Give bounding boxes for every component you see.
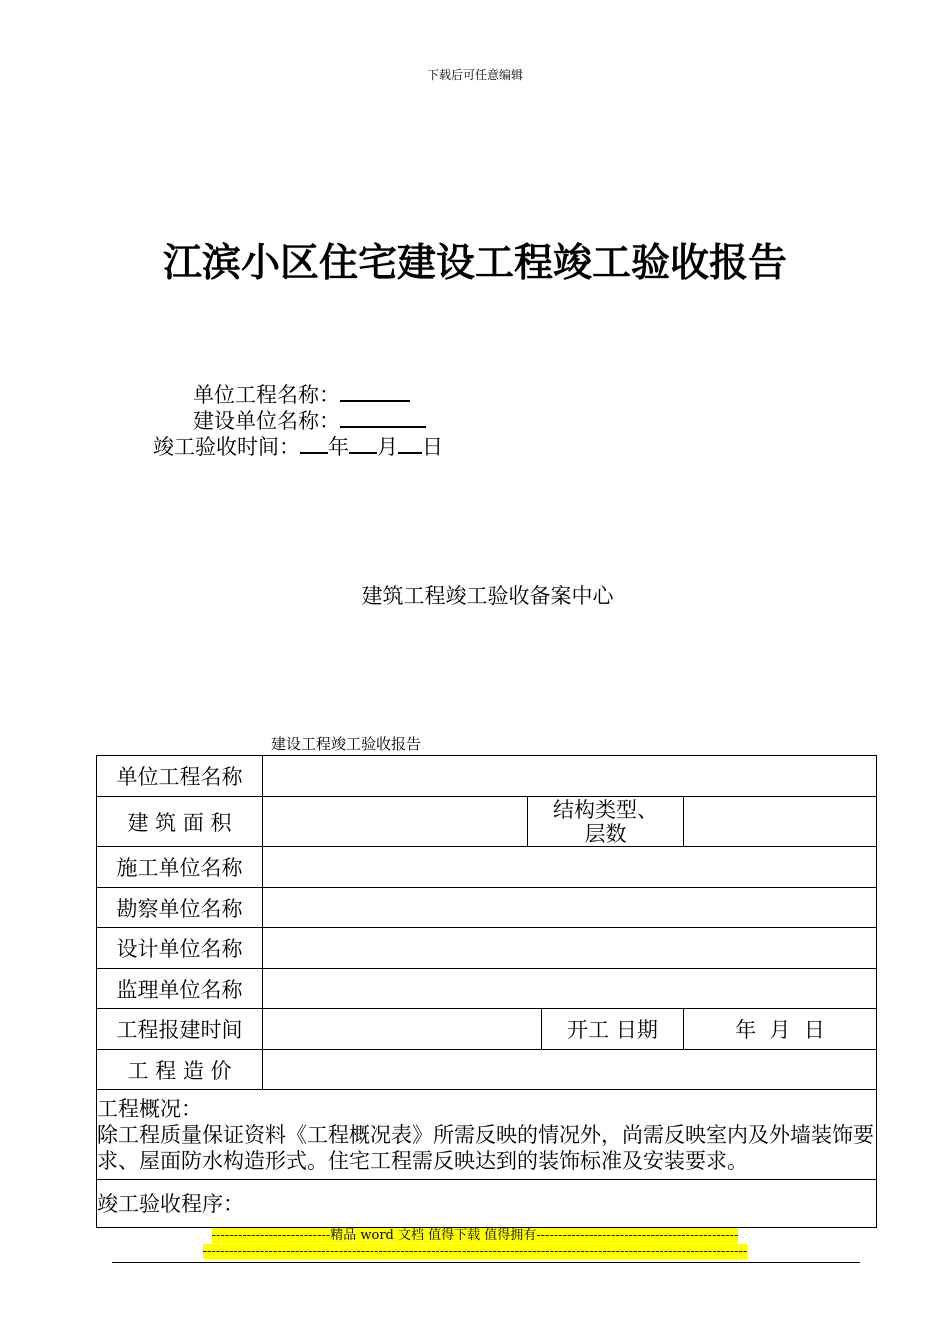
contractor-label: 施工单位名称 — [97, 847, 263, 888]
supervision-unit-value[interactable] — [263, 969, 877, 1009]
building-area-label: 建 筑 面 积 — [97, 797, 263, 847]
year-label: 年 — [328, 435, 349, 459]
report-table — [96, 755, 877, 1228]
procedure-cell — [97, 1180, 877, 1228]
cover-date-line — [153, 434, 443, 460]
project-cost-label: 工 程 造 价 — [97, 1050, 263, 1090]
design-unit-value[interactable] — [263, 928, 877, 969]
unit-project-name-value[interactable] — [263, 756, 877, 797]
cover-builder-line — [193, 408, 426, 434]
day-label: 日 — [422, 435, 443, 459]
table-row — [97, 756, 877, 797]
table-row — [97, 928, 877, 969]
unit-project-blank — [340, 382, 410, 402]
table-row — [97, 1090, 877, 1180]
overview-text: 除工程质量保证资料《工程概况表》所需反映的情况外，尚需反映室内及外墙装饰要求、屋面防水构造形式。住宅工程需反映达到的装饰标准及安装要求。 — [97, 1122, 874, 1173]
filing-center-name: 建筑工程竣工验收备案中心 — [361, 584, 614, 608]
survey-unit-value[interactable] — [263, 888, 877, 928]
structure-type-label: 结构类型、层数 — [528, 797, 684, 847]
procedure-title: 竣工验收程序： — [97, 1191, 244, 1216]
year-blank — [300, 434, 328, 454]
month-blank — [349, 434, 377, 454]
footer-banner — [0, 1228, 950, 1260]
building-area-value[interactable] — [263, 797, 528, 847]
overview-cell — [97, 1090, 877, 1180]
table-row — [97, 969, 877, 1009]
header-note: 下载后可任意编辑 — [426, 68, 523, 82]
month-label: 月 — [377, 435, 398, 459]
project-cost-value[interactable] — [263, 1050, 877, 1090]
report-time-value[interactable] — [263, 1009, 542, 1050]
table-row — [97, 1180, 877, 1228]
builder-label: 建设单位名称： — [193, 409, 340, 433]
day-blank — [398, 434, 422, 454]
table-row — [97, 797, 877, 847]
start-date-label: 开工 日期 — [542, 1009, 684, 1050]
footer-line-1: ---------------------------精品 word 文档 值得下载 值得拥有---------------------------------------------- — [211, 1228, 739, 1243]
start-date-value[interactable]: 年 月 日 — [684, 1009, 877, 1050]
builder-blank — [340, 408, 426, 428]
survey-unit-label: 勘察单位名称 — [97, 888, 263, 928]
supervision-unit-label: 监理单位名称 — [97, 969, 263, 1009]
report-time-label: 工程报建时间 — [97, 1009, 263, 1050]
design-unit-label: 设计单位名称 — [97, 928, 263, 969]
table-row — [97, 847, 877, 888]
contractor-value[interactable] — [263, 847, 877, 888]
table-row — [97, 1009, 877, 1050]
unit-project-name-label: 单位工程名称 — [97, 756, 263, 797]
document-title: 江滨小区住宅建设工程竣工验收报告 — [162, 240, 787, 286]
cover-unit-project-line — [193, 382, 410, 408]
table-row — [97, 888, 877, 928]
footer-rule — [112, 1262, 860, 1263]
overview-title: 工程概况： — [97, 1096, 202, 1121]
table-row — [97, 1050, 877, 1090]
footer-line-2: ---------------------------------------------------------------------------------------------------------------------------- — [202, 1244, 748, 1259]
date-label: 竣工验收时间： — [153, 435, 300, 459]
unit-project-label: 单位工程名称： — [193, 383, 340, 407]
structure-type-value[interactable] — [684, 797, 877, 847]
table-caption: 建设工程竣工验收报告 — [271, 735, 422, 753]
